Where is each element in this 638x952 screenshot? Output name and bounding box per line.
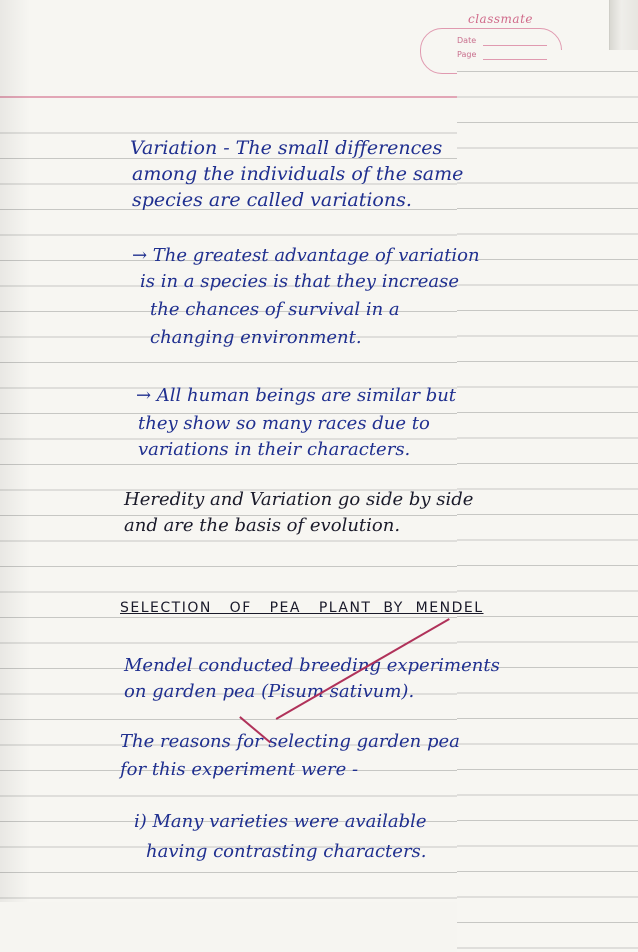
- brand-logo: classmate: [468, 12, 533, 26]
- variation-line-2: among the individuals of the same: [132, 163, 464, 185]
- human-line-1: → All human beings are similar but: [136, 385, 457, 406]
- advantage-line-3: the chances of survival in a: [150, 299, 400, 320]
- reasons-line-2: for this experiment were -: [120, 759, 359, 780]
- date-rule: [483, 45, 547, 46]
- human-line-3: variations in their characters.: [138, 439, 411, 460]
- mendel-line-2: on garden pea (Pisum sativum).: [124, 681, 415, 702]
- advantage-line-1: → The greatest advantage of variation: [132, 245, 480, 266]
- variation-line-3: species are called variations.: [132, 189, 412, 211]
- date-label: Date: [457, 36, 477, 45]
- advantage-line-2: is in a species is that they increase: [140, 271, 460, 292]
- heredity-line-1: Heredity and Variation go side by side: [124, 489, 474, 510]
- date-page-box: [420, 28, 562, 74]
- page-shadow: [0, 0, 30, 902]
- point-1-line-2: having contrasting characters.: [146, 841, 427, 862]
- variation-line-1: Variation - The small differences: [130, 137, 443, 159]
- section-heading: SELECTION OF PEA PLANT BY MENDEL: [120, 600, 484, 616]
- page-rule: [483, 59, 547, 60]
- point-1-line-1: i) Many varieties were available: [134, 811, 427, 832]
- mendel-line-1: Mendel conducted breeding experiments: [124, 655, 500, 676]
- heredity-line-2: and are the basis of evolution.: [124, 515, 401, 536]
- reasons-line-1: The reasons for selecting garden pea: [120, 731, 460, 752]
- page-label: Page: [457, 50, 638, 952]
- human-line-2: they show so many races due to: [138, 413, 430, 434]
- advantage-line-4: changing environment.: [150, 327, 362, 348]
